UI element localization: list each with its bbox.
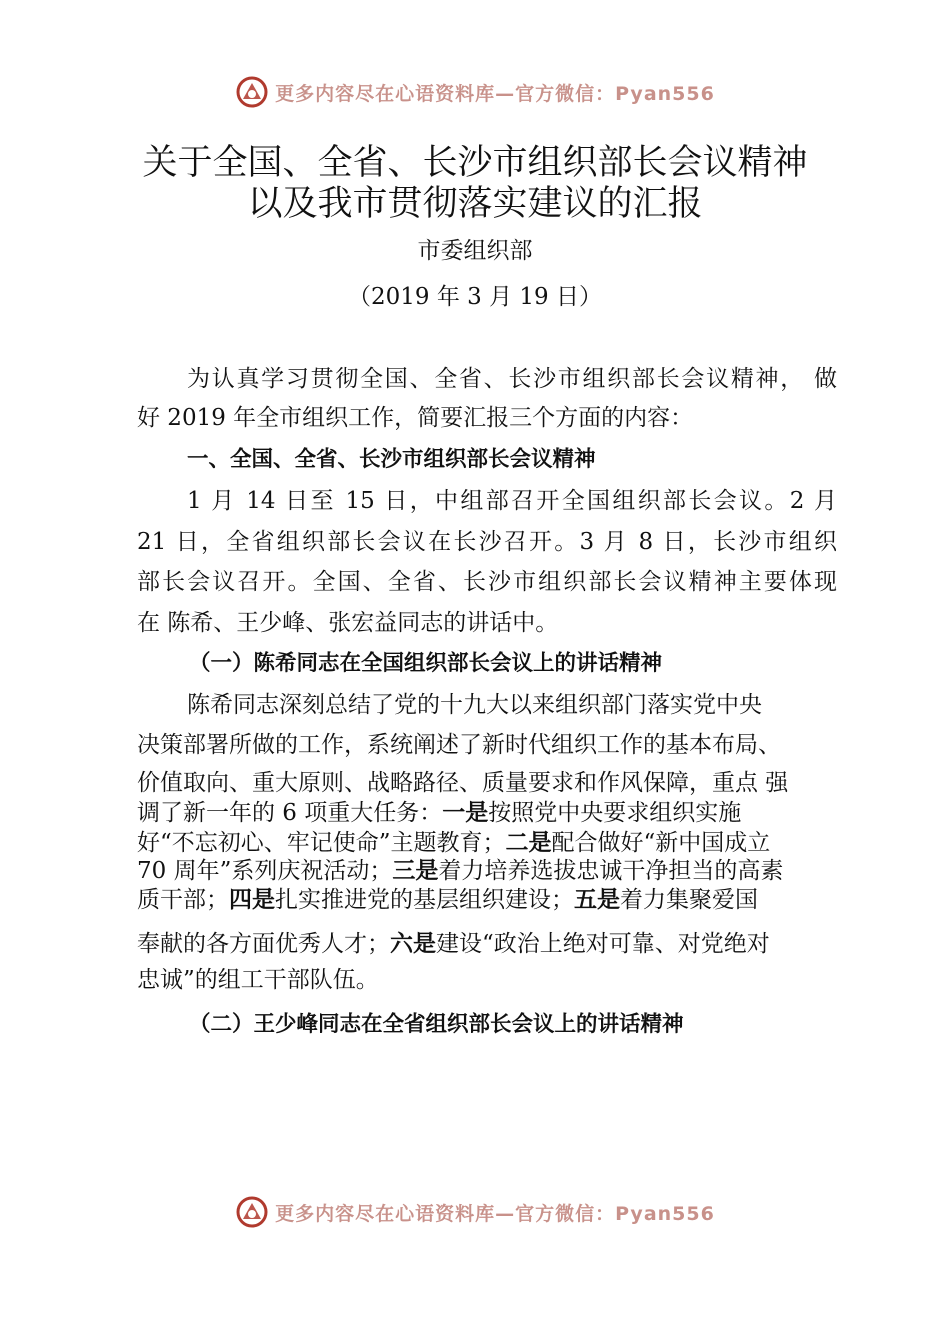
watermark-banner-bottom <box>0 1192 950 1232</box>
subsection-1-line-1: 陈希同志深刻总结了党的十九大以来组织部门落实党中央 <box>187 692 762 718</box>
section-1-line-1: 1 月 14 日至 15 日，中组部召开全国组织部长会议。2 月 <box>187 488 837 514</box>
document-title-line-1: 关于全国、全省、长沙市组织部长会议精神 <box>142 143 808 183</box>
task-keyword-3: 三是 <box>392 858 439 884</box>
subsection-1-line-3: 价值取向、重大原则、战略路径、质量要求和作风保障，重点 强 <box>137 770 789 796</box>
document-title-line-2: 以及我市贯彻落实建议的汇报 <box>247 184 703 224</box>
intro-line-1: 为认真学习贯彻全国、全省、长沙市组织部长会议精神， 做 <box>187 366 837 392</box>
intro-line-2: 好 2019 年全市组织工作，简要汇报三个方面的内容： <box>137 405 694 431</box>
brand-logo-icon <box>235 1195 269 1229</box>
subsection-1-line-6 <box>137 856 837 886</box>
text-segment: 奉献的各方面优秀人才； <box>137 931 390 957</box>
text-segment: 建设“政治上绝对可靠、对党绝对 <box>436 931 770 957</box>
watermark-banner-top <box>0 72 950 112</box>
text-segment: 着力培养选拔忠诚干净担当的高素 <box>438 858 784 884</box>
task-keyword-6: 六是 <box>390 931 436 957</box>
task-keyword-4: 四是 <box>229 887 275 913</box>
document-author: 市委组织部 <box>417 238 533 264</box>
brand-logo-icon <box>235 75 269 109</box>
subsection-1-line-2: 决策部署所做的工作，系统阐述了新时代组织工作的基本布局、 <box>137 732 781 758</box>
task-keyword-5: 五是 <box>574 887 620 913</box>
section-1-line-2: 21 日，全省组织部长会议在长沙召开。3 月 8 日，长沙市组织 <box>137 529 837 555</box>
text-segment: 质干部； <box>137 887 229 913</box>
watermark-text: 更多内容尽在心语资料库—官方微信：Pyan556 <box>275 82 715 105</box>
text-segment: 扎实推进党的基层组织建设； <box>275 887 574 913</box>
subsection-2-heading: （二）王少峰同志在全省组织部长会议上的讲话精神 <box>189 1012 684 1037</box>
document-date: （2019 年 3 月 19 日） <box>348 284 602 310</box>
subsection-1-line-4 <box>137 798 837 828</box>
subsection-1-heading: （一）陈希同志在全国组织部长会议上的讲话精神 <box>189 651 663 676</box>
subsection-1-line-7 <box>137 885 837 915</box>
watermark-text: 更多内容尽在心语资料库—官方微信：Pyan556 <box>275 1202 715 1225</box>
section-1-line-3: 部长会议召开。全国、全省、长沙市组织部长会议精神主要体现 <box>137 569 837 595</box>
section-1-line-4: 在 陈希、王少峰、张宏益同志的讲话中。 <box>137 610 559 636</box>
text-segment: 好“不忘初心、牢记使命”主题教育； <box>137 830 506 856</box>
subsection-1-line-9: 忠诚”的组工干部队伍。 <box>137 967 379 993</box>
text-segment: 配合做好“新中国成立 <box>551 830 771 856</box>
task-keyword-1: 一是 <box>442 800 489 826</box>
subsection-1-line-5 <box>137 828 837 858</box>
subsection-1-line-8 <box>137 929 837 959</box>
text-segment: 着力集聚爱国 <box>620 887 758 913</box>
section-1-heading: 一、全国、全省、长沙市组织部长会议精神 <box>187 447 596 472</box>
text-segment: 调了新一年的 6 项重大任务： <box>137 800 443 826</box>
text-segment: 按照党中央要求组织实施 <box>488 800 742 826</box>
text-segment: 70 周年”系列庆祝活动； <box>137 858 393 884</box>
task-keyword-2: 二是 <box>505 830 552 856</box>
